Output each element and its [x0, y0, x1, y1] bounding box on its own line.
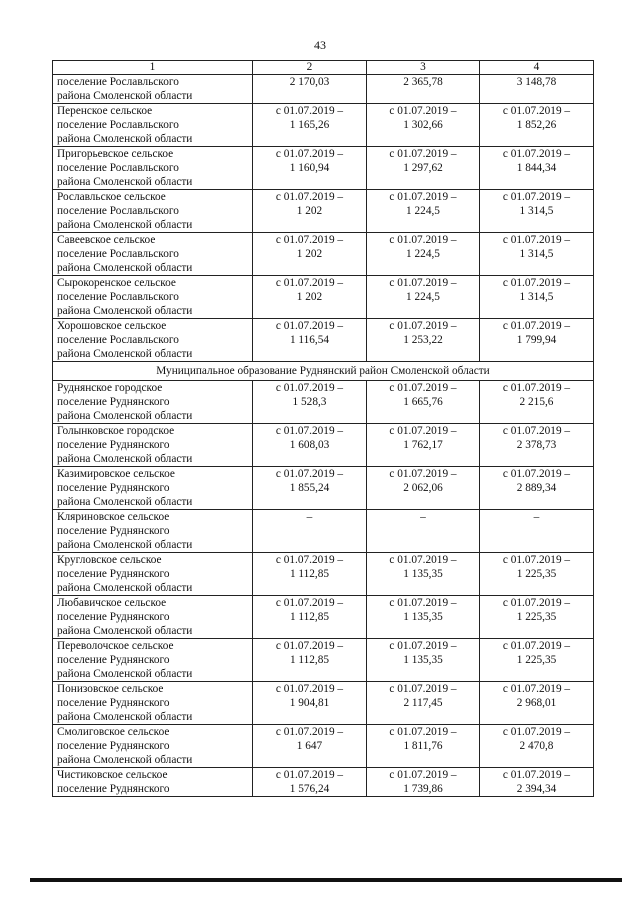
settlement-name-line: района Смоленской области: [57, 625, 193, 637]
settlement-name: [53, 639, 253, 682]
tariff-value: с 01.07.2019 –: [502, 148, 571, 160]
table-row: [53, 147, 594, 190]
tariff-value: с 01.07.2019 –: [502, 191, 571, 203]
tariff-value: 1 224,5: [406, 248, 440, 260]
tariff-value: 1 297,62: [403, 162, 443, 174]
column-number-2: 2: [253, 61, 367, 75]
tariff-value: 1 852,26: [516, 119, 557, 131]
settlement-name-line: поселение Рославльского: [57, 119, 179, 131]
settlement-name-line: района Смоленской области: [57, 410, 193, 422]
settlement-name: [53, 768, 253, 797]
tariff-column-4: [480, 467, 594, 510]
table-row: [53, 319, 594, 362]
tariff-column-3: [367, 596, 480, 639]
table-row: [53, 424, 594, 467]
settlement-name-line: поселение Рославльского: [57, 162, 179, 174]
tariff-value: с 01.07.2019 –: [502, 277, 571, 289]
tariff-column-2: [253, 147, 367, 190]
table-row: [53, 768, 594, 797]
table-row: [53, 75, 594, 104]
tariff-column-3: [367, 147, 480, 190]
tariff-value: 1 202: [296, 291, 323, 303]
settlement-name-line: района Смоленской области: [57, 348, 193, 360]
tariff-value: 2 889,34: [516, 482, 557, 494]
settlement-name-line: поселение Руднянского: [57, 525, 170, 537]
tariff-column-4: [480, 319, 594, 362]
settlement-name: [53, 596, 253, 639]
tariff-value: с 01.07.2019 –: [275, 148, 344, 160]
tariff-column-4: [480, 147, 594, 190]
tariff-column-4: [480, 725, 594, 768]
settlement-name-line: поселение Руднянского: [57, 654, 170, 666]
tariff-value: с 01.07.2019 –: [275, 234, 344, 246]
tariff-column-2: [253, 319, 367, 362]
tariff-column-2: [253, 768, 367, 797]
settlement-name-line: района Смоленской области: [57, 90, 193, 102]
tariff-column-2: [253, 510, 367, 553]
settlement-name-line: Любавичское сельское: [57, 597, 167, 609]
settlement-name-line: района Смоленской области: [57, 219, 193, 231]
tariff-column-3: [367, 682, 480, 725]
tariff-column-2: [253, 424, 367, 467]
tariff-column-4: [480, 424, 594, 467]
settlement-name-line: района Смоленской области: [57, 754, 193, 766]
tariff-column-3: [367, 639, 480, 682]
tariff-value: с 01.07.2019 –: [389, 277, 457, 289]
tariff-value: с 01.07.2019 –: [502, 105, 571, 117]
table-row: [53, 104, 594, 147]
settlement-name-line: Пригорьевское сельское: [57, 148, 174, 160]
settlement-name: [53, 276, 253, 319]
tariff-value: 1 202: [296, 248, 323, 260]
settlement-name-line: Понизовское сельское: [57, 683, 164, 695]
tariff-column-3: [367, 725, 480, 768]
tariff-value: 1 225,35: [516, 611, 557, 623]
section-header-row: [53, 362, 594, 381]
settlement-name-line: Сырокоренское сельское: [57, 277, 176, 289]
settlement-name: [53, 233, 253, 276]
settlement-name-line: района Смоленской области: [57, 539, 193, 551]
tariff-value: 2 215,6: [519, 396, 554, 408]
tariff-value: 1 253,22: [403, 334, 443, 346]
settlement-name: [53, 510, 253, 553]
tariff-value: с 01.07.2019 –: [389, 640, 457, 652]
tariff-column-2: [253, 596, 367, 639]
tariff-column-4: [480, 596, 594, 639]
settlement-name-line: поселение Рославльского: [57, 291, 179, 303]
tariff-value: 1 160,94: [289, 162, 330, 174]
tariff-value: с 01.07.2019 –: [389, 468, 457, 480]
tariff-value: 1 112,85: [289, 611, 330, 623]
tariff-value: 2 470,8: [519, 740, 554, 752]
tariff-value: 1 165,26: [289, 119, 330, 131]
tariff-column-2: [253, 104, 367, 147]
tariff-column-3: [367, 424, 480, 467]
settlement-name: [53, 553, 253, 596]
tariff-value: с 01.07.2019 –: [275, 597, 344, 609]
tariff-value: –: [420, 511, 426, 523]
tariff-value: 1 116,54: [289, 334, 330, 346]
tariff-column-3: [367, 553, 480, 596]
tariff-value: с 01.07.2019 –: [275, 425, 344, 437]
tariff-column-3: [367, 381, 480, 424]
tariff-value: с 01.07.2019 –: [389, 234, 457, 246]
settlement-name: [53, 424, 253, 467]
tariff-value: с 01.07.2019 –: [502, 769, 571, 781]
tariff-column-3: [367, 467, 480, 510]
tariff-column-2: [253, 276, 367, 319]
tariff-value: 1 739,86: [403, 783, 443, 795]
settlement-name-line: поселение Руднянского: [57, 611, 170, 623]
tariff-value: с 01.07.2019 –: [275, 191, 344, 203]
tariff-value: 2 394,34: [516, 783, 557, 795]
tariff-column-2: [253, 639, 367, 682]
tariff-value: 1 135,35: [403, 568, 443, 580]
settlement-name-line: района Смоленской области: [57, 668, 193, 680]
tariff-value: с 01.07.2019 –: [389, 683, 457, 695]
tariff-value: 1 762,17: [403, 439, 443, 451]
column-number-1: 1: [53, 61, 253, 75]
tariff-value: с 01.07.2019 –: [502, 597, 571, 609]
settlement-name: [53, 725, 253, 768]
tariff-column-2: [253, 75, 367, 104]
tariff-value: с 01.07.2019 –: [502, 425, 571, 437]
tariff-column-3: [367, 104, 480, 147]
tariff-value: с 01.07.2019 –: [389, 191, 457, 203]
tariff-value: с 01.07.2019 –: [275, 726, 344, 738]
settlement-name-line: поселение Руднянского: [57, 396, 170, 408]
tariff-column-2: [253, 467, 367, 510]
tariff-value: 1 112,85: [289, 568, 330, 580]
tariff-value: 2 968,01: [516, 697, 557, 709]
tariff-value: 1 314,5: [519, 205, 554, 217]
tariff-value: 1 904,81: [289, 697, 330, 709]
settlement-name: [53, 381, 253, 424]
settlement-name-line: поселение Руднянского: [57, 568, 170, 580]
tariff-column-2: [253, 725, 367, 768]
tariff-value: 2 062,06: [403, 482, 443, 494]
settlement-name-line: Савеевское сельское: [57, 234, 156, 246]
tariff-column-4: [480, 510, 594, 553]
page-number: 43: [314, 38, 326, 52]
settlement-name-line: района Смоленской области: [57, 262, 193, 274]
tariff-value: с 01.07.2019 –: [275, 105, 344, 117]
tariff-value: с 01.07.2019 –: [389, 769, 457, 781]
tariff-column-3: [367, 319, 480, 362]
settlement-name-line: района Смоленской области: [57, 496, 193, 508]
settlement-name-line: Перенское сельское: [57, 105, 153, 117]
settlement-name-line: Хорошовское сельское: [57, 320, 167, 332]
tariff-column-4: [480, 104, 594, 147]
settlement-name-line: района Смоленской области: [57, 133, 193, 145]
tariff-value: с 01.07.2019 –: [275, 277, 344, 289]
tariff-value: с 01.07.2019 –: [389, 382, 457, 394]
tariff-column-2: [253, 233, 367, 276]
settlement-name-line: Голынковское городское: [57, 425, 175, 437]
column-number-header-row: [53, 61, 594, 75]
tariff-value: 1 855,24: [289, 482, 330, 494]
tariff-value: 1 528,3: [292, 396, 327, 408]
settlement-name-line: района Смоленской области: [57, 453, 193, 465]
settlement-name-line: поселение Руднянского: [57, 740, 170, 752]
tariff-value: 1 665,76: [403, 396, 443, 408]
tariff-column-2: [253, 682, 367, 725]
table-row: [53, 596, 594, 639]
tariff-value: 1 302,66: [403, 119, 443, 131]
settlement-name-line: Рославльское сельское: [57, 191, 166, 203]
table-row: [53, 639, 594, 682]
tariff-value: 2 378,73: [516, 439, 557, 451]
tariff-value: с 01.07.2019 –: [389, 425, 457, 437]
tariff-value: 1 202: [296, 205, 323, 217]
settlement-name-line: поселение Рославльского: [57, 334, 179, 346]
tariff-value: с 01.07.2019 –: [502, 320, 571, 332]
table-row: [53, 510, 594, 553]
tariff-value: с 01.07.2019 –: [389, 726, 457, 738]
tariff-value: с 01.07.2019 –: [502, 640, 571, 652]
settlement-name: [53, 682, 253, 725]
tariff-value: 1 112,85: [289, 654, 330, 666]
tariff-table: [52, 60, 594, 797]
settlement-name-line: поселение Руднянского: [57, 439, 170, 451]
tariff-column-4: [480, 190, 594, 233]
settlement-name-line: района Смоленской области: [57, 582, 193, 594]
settlement-name-line: поселение Руднянского: [57, 783, 170, 795]
table-row: [53, 725, 594, 768]
settlement-name-line: поселение Рославльского: [57, 76, 179, 88]
tariff-value: с 01.07.2019 –: [502, 554, 571, 566]
table-row: [53, 682, 594, 725]
tariff-value: с 01.07.2019 –: [502, 234, 571, 246]
settlement-name-line: Кляриновское сельское: [57, 511, 170, 523]
tariff-value: с 01.07.2019 –: [502, 683, 571, 695]
tariff-value: 1 647: [296, 740, 323, 752]
tariff-column-3: [367, 233, 480, 276]
tariff-value: с 01.07.2019 –: [389, 320, 457, 332]
tariff-value: с 01.07.2019 –: [389, 554, 457, 566]
tariff-value: 1 799,94: [516, 334, 557, 346]
section-title: Муниципальное образование Руднянский район Смоленской области: [53, 362, 594, 381]
tariff-value: с 01.07.2019 –: [275, 769, 344, 781]
settlement-name-line: Переволочское сельское: [57, 640, 174, 652]
settlement-name-line: Руднянское городское: [57, 382, 163, 394]
settlement-name: [53, 467, 253, 510]
tariff-value: 1 314,5: [519, 291, 554, 303]
tariff-value: 2 170,03: [289, 76, 330, 88]
tariff-value: 1 225,35: [516, 654, 557, 666]
settlement-name-line: Чистиковское сельское: [57, 769, 168, 781]
settlement-name-line: района Смоленской области: [57, 711, 193, 723]
tariff-value: 1 224,5: [406, 205, 440, 217]
tariff-value: 1 844,34: [516, 162, 557, 174]
tariff-value: 3 148,78: [516, 76, 557, 88]
settlement-name-line: поселение Рославльского: [57, 205, 179, 217]
column-number-3: 3: [367, 61, 480, 75]
tariff-value: с 01.07.2019 –: [275, 320, 344, 332]
column-number-4: 4: [480, 61, 594, 75]
tariff-value: с 01.07.2019 –: [502, 382, 571, 394]
tariff-column-4: [480, 381, 594, 424]
tariff-value: 1 224,5: [406, 291, 440, 303]
tariff-value: с 01.07.2019 –: [502, 468, 571, 480]
settlement-name-line: поселение Руднянского: [57, 482, 170, 494]
tariff-value: 1 135,35: [403, 654, 443, 666]
tariff-column-3: [367, 276, 480, 319]
tariff-value: 2 365,78: [403, 76, 443, 88]
settlement-name: [53, 75, 253, 104]
tariff-value: с 01.07.2019 –: [275, 683, 344, 695]
tariff-column-2: [253, 190, 367, 233]
tariff-value: 1 135,35: [403, 611, 443, 623]
tariff-value: –: [306, 511, 313, 523]
table-row: [53, 276, 594, 319]
tariff-column-3: [367, 75, 480, 104]
settlement-name: [53, 190, 253, 233]
tariff-value: –: [533, 511, 540, 523]
tariff-column-4: [480, 75, 594, 104]
tariff-column-4: [480, 639, 594, 682]
tariff-value: 1 576,24: [289, 783, 330, 795]
tariff-column-4: [480, 682, 594, 725]
settlement-name-line: Смолиговское сельское: [57, 726, 170, 738]
settlement-name-line: Казимировское сельское: [57, 468, 175, 480]
table-row: [53, 467, 594, 510]
tariff-column-3: [367, 190, 480, 233]
tariff-value: с 01.07.2019 –: [275, 382, 344, 394]
tariff-column-4: [480, 553, 594, 596]
tariff-column-2: [253, 553, 367, 596]
tariff-value: с 01.07.2019 –: [275, 640, 344, 652]
table-row: [53, 233, 594, 276]
tariff-value: с 01.07.2019 –: [275, 468, 344, 480]
settlement-name-line: Кругловское сельское: [57, 554, 162, 566]
table-row: [53, 190, 594, 233]
table-row: [53, 381, 594, 424]
settlement-name: [53, 104, 253, 147]
tariff-column-2: [253, 381, 367, 424]
tariff-value: с 01.07.2019 –: [502, 726, 571, 738]
table-row: [53, 553, 594, 596]
settlement-name-line: поселение Руднянского: [57, 697, 170, 709]
settlement-name-line: района Смоленской области: [57, 176, 193, 188]
tariff-value: 1 608,03: [289, 439, 330, 451]
tariff-value: 2 117,45: [403, 697, 443, 709]
tariff-value: 1 811,76: [403, 740, 443, 752]
tariff-column-4: [480, 768, 594, 797]
settlement-name: [53, 319, 253, 362]
tariff-value: 1 225,35: [516, 568, 557, 580]
tariff-value: с 01.07.2019 –: [275, 554, 344, 566]
settlement-name: [53, 147, 253, 190]
tariff-column-3: [367, 768, 480, 797]
tariff-value: с 01.07.2019 –: [389, 597, 457, 609]
bottom-rule: [30, 878, 622, 882]
settlement-name-line: района Смоленской области: [57, 305, 193, 317]
tariff-value: с 01.07.2019 –: [389, 148, 457, 160]
tariff-column-4: [480, 276, 594, 319]
settlement-name-line: поселение Рославльского: [57, 248, 179, 260]
tariff-column-4: [480, 233, 594, 276]
tariff-value: с 01.07.2019 –: [389, 105, 457, 117]
tariff-column-3: [367, 510, 480, 553]
tariff-value: 1 314,5: [519, 248, 554, 260]
